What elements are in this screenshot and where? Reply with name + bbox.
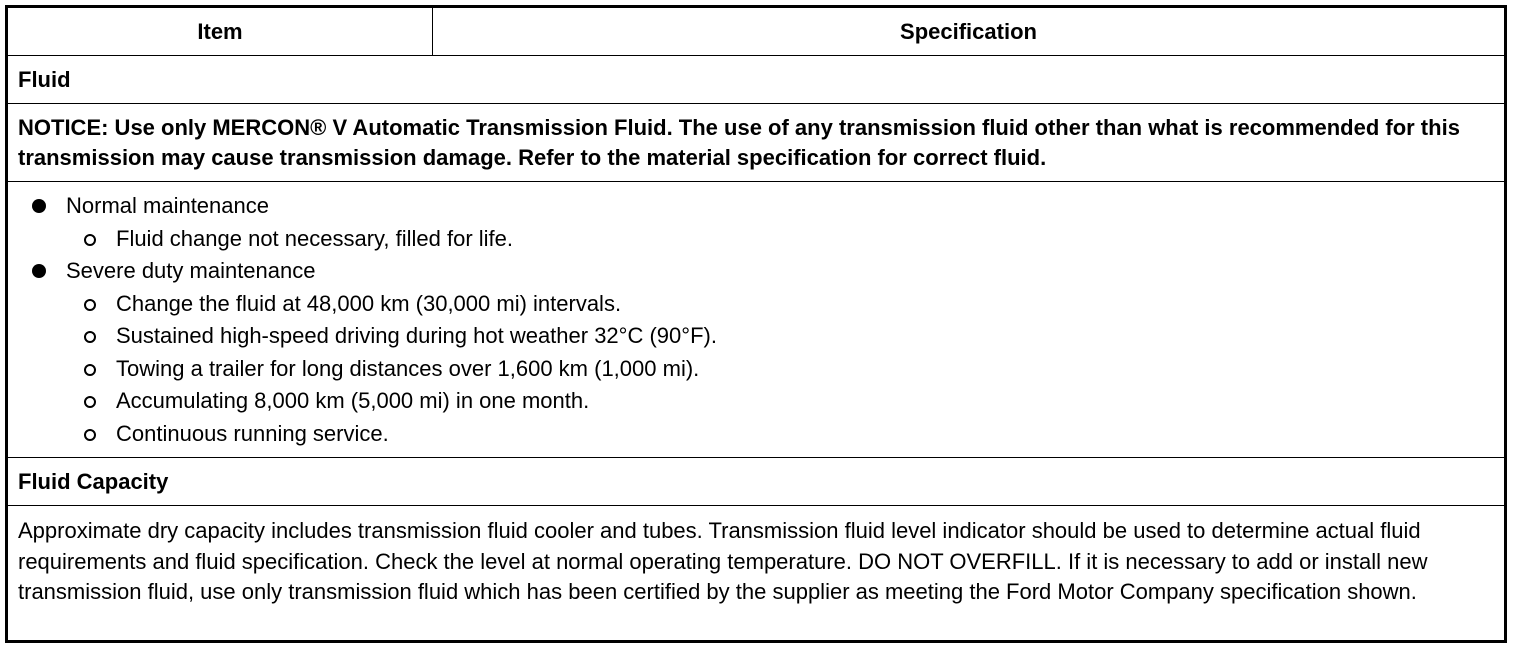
column-header-item: Item <box>8 8 433 55</box>
list-item <box>8 190 1504 223</box>
sub-list-item <box>8 320 1504 353</box>
list-item-label: Severe duty maintenance <box>66 258 316 283</box>
sub-list-item-label: Sustained high-speed driving during hot weather 32°C (90°F). <box>116 323 717 348</box>
sub-list-item-label: Towing a trailer for long distances over 1,600 km (1,000 mi). <box>116 355 700 381</box>
section-heading-fluid: Fluid <box>8 56 1504 104</box>
column-header-specification: Specification <box>900 18 1037 44</box>
hollow-bullet-icon <box>84 331 96 343</box>
sub-list-item-label: Fluid change not necessary, filled for life. <box>116 225 514 251</box>
sub-list-item <box>8 223 1504 256</box>
bullet-icon <box>32 199 46 213</box>
table-header-row <box>8 8 1504 56</box>
hollow-bullet-icon <box>84 396 96 408</box>
sub-list-item <box>8 385 1504 418</box>
sub-list-item <box>8 418 1504 451</box>
hollow-bullet-icon <box>84 364 96 376</box>
maintenance-list <box>8 182 1504 458</box>
hollow-bullet-icon <box>84 429 96 441</box>
sub-list-item-label: Change the fluid at 48,000 km (30,000 mi) intervals. <box>116 290 622 316</box>
hollow-bullet-icon <box>84 234 96 246</box>
specification-table <box>5 5 1507 643</box>
notice-text: NOTICE: Use only MERCON® V Automatic Transmission Fluid. The use of any transmission fluid other than what is recommended for this transmission may cause transmission damage. Refer to the material specification for correct fluid. <box>8 104 1504 182</box>
bullet-icon <box>32 264 46 278</box>
hollow-bullet-icon <box>84 299 96 311</box>
section-heading-fluid-capacity: Fluid Capacity <box>8 458 1504 506</box>
sub-list-item <box>8 288 1504 321</box>
sub-list-item <box>8 353 1504 386</box>
sub-list-item-label: Accumulating 8,000 km (5,000 mi) in one month. <box>116 388 590 413</box>
list-item <box>8 255 1504 288</box>
list-item-label: Normal maintenance <box>66 193 269 218</box>
sub-list-item-label: Continuous running service. <box>116 420 389 446</box>
capacity-paragraph: Approximate dry capacity includes transmission fluid cooler and tubes. Transmission fluid level indicator should be used to determine actual fluid requirements and fluid specification. Check the level at normal operating temperature. DO NOT OVERFILL. If it is necessary to add or install new transmission fluid, use only transmission fluid which has been certified by the supplier as meeting the Ford Motor Company specification shown. <box>18 518 1428 604</box>
